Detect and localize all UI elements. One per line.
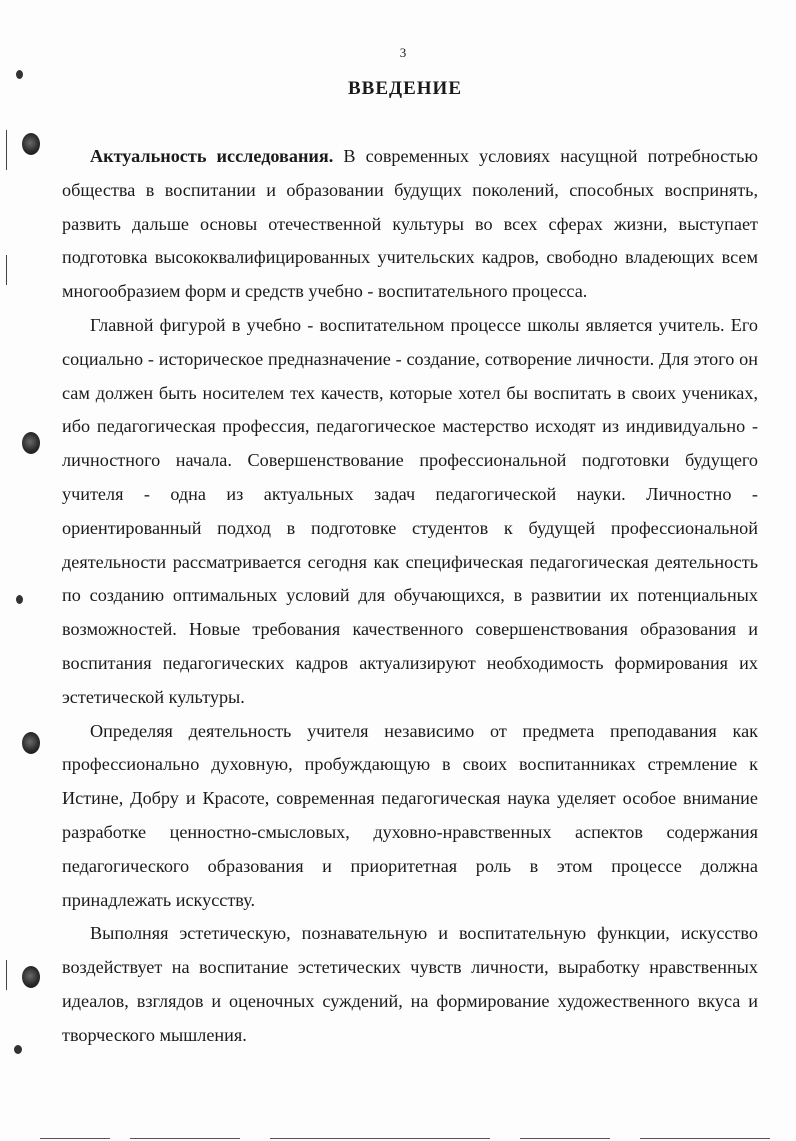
paragraph: Выполняя эстетическую, познавательную и воспитательную функции, искусство воздействует на воспитание эстетических чувств личности, выработку нравственных идеалов, взглядов и оценочных суждений, на формирование художественного вкуса и творческого мышления. bbox=[62, 923, 758, 1045]
paragraph-lead: Актуальность исследования. bbox=[90, 146, 334, 166]
scan-speck bbox=[14, 1045, 22, 1054]
punch-hole-icon bbox=[22, 732, 40, 754]
punch-hole-icon bbox=[22, 432, 40, 454]
paragraph: Определяя деятельность учителя независимо от предмета преподавания как профессионально духовную, пробуждающую в своих воспитанниках стремление к Истине, Добру и Красоте, современная педагогическая наука уделяет особое внимание разработке ценностно-смысловых, духовно-нравственных аспектов содержания педагогического образования и приоритетная роль в этом процессе должна принадлежать искусству. bbox=[62, 720, 758, 910]
scan-edge-mark bbox=[6, 960, 7, 990]
paragraph: Главной фигурой в учебно - воспитательном процессе школы является учитель. Его социально - историческое предназначение - создание, сотворение личности. Для этого он сам должен быть носителем тех качеств, которые хотел бы воспитать в своих учениках, ибо педагогическая профессия, педагогическое мастерство исходят из индивидуально - личностного начала. Совершенствование профессиональной подготовки будущего учителя - одна из актуальных задач педагогической науки. Личностно - ориентированный подход в подготовке студентов к будущей профессиональной деятельности рассматривается сегодня как специфическая педагогическая деятельность по созданию оптимальных условий для обучающихся, в развитии их потенциальных возможностей. Новые требования качественного совершенствования образования и воспитания педагогических кадров актуализируют необходимость формирования их эстетической культуры. bbox=[62, 314, 758, 707]
punch-hole-icon bbox=[22, 133, 40, 155]
paragraph-text: В современных условиях насущной потребностью общества в воспитании и образовании будущих поколений, способных воспринять, развить дальше основы отечественной культуры во всех сферах жизни, выступает подготовка высококвалифицированных учительских кадров, свободно владеющих всем многообразием форм и средств учебно - воспитательного процесса. bbox=[62, 146, 759, 302]
paragraph-relevance bbox=[62, 140, 758, 309]
scan-edge-mark bbox=[6, 130, 7, 170]
scan-edge-mark bbox=[6, 255, 7, 285]
scan-bottom-edge bbox=[130, 1138, 240, 1139]
scan-bottom-edge bbox=[640, 1138, 770, 1139]
scan-bottom-edge bbox=[40, 1138, 110, 1139]
scan-speck bbox=[16, 595, 23, 604]
page-number: 3 bbox=[399, 45, 407, 60]
scan-bottom-edge bbox=[270, 1138, 490, 1139]
punch-hole-icon bbox=[22, 966, 40, 988]
document-body bbox=[62, 140, 758, 1053]
page-title: ВВЕДЕНИЕ bbox=[348, 78, 462, 99]
scan-bottom-edge bbox=[520, 1138, 610, 1139]
